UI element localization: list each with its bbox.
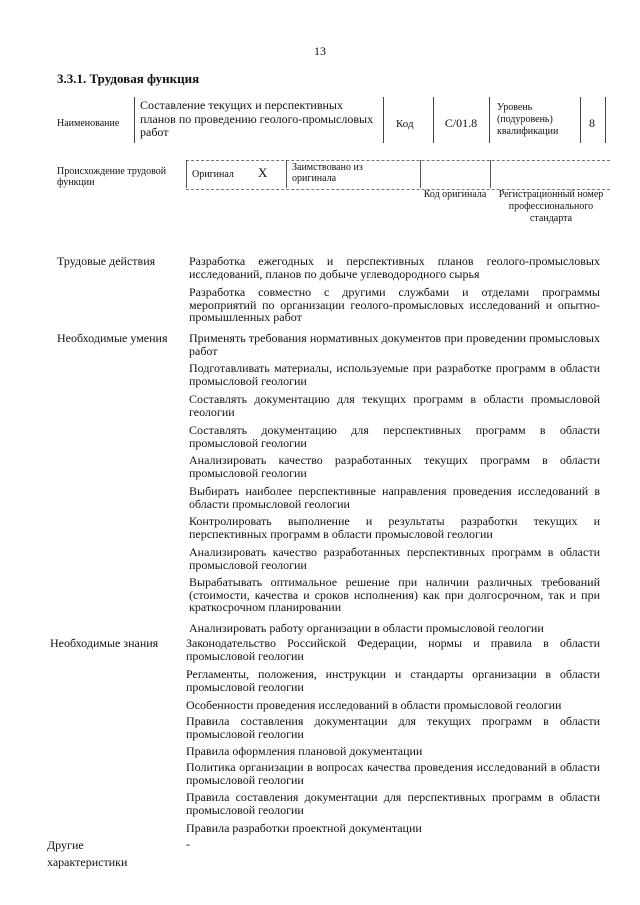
origin-divider-mid xyxy=(286,160,287,188)
code-label: Код xyxy=(396,118,414,130)
skill-item: Вырабатывать оптимальное решение при наличии различных требований (стоимости, качества и сроков исполнения) как при долгосрочном, так и при краткосрочном планировании xyxy=(189,575,600,615)
skill-item: Контролировать выполнение и результаты разработки текущих и перспективных программ в области промысловой геологии xyxy=(189,514,600,541)
knowledge-item: Правила составления документации для текущих программ в области промысловой геологии xyxy=(186,714,600,741)
action-item: Разработка совместно с другими службами и отделами программы мероприятий по организации геолого-промысловых исследований и опытно-промышленных работ xyxy=(189,285,600,325)
original-mark: X xyxy=(258,165,268,180)
skill-item: Составлять документацию для текущих программ в области промысловой геологии xyxy=(189,392,600,419)
skill-item: Анализировать работу организации в области промысловой геологии xyxy=(189,621,544,635)
knowledge-item: Правила составления документации для перспективных программ в области промысловой геологии xyxy=(186,790,600,817)
function-name: Составление текущих и перспективных планов по проведению геолого-промысловых работ xyxy=(140,98,374,139)
section-label-actions: Трудовые действия xyxy=(57,254,156,268)
skill-item: Составлять документацию для перспективных программ в области промысловой геологии xyxy=(189,423,600,450)
skill-item: Подготавливать материалы, используемые при разработке программ в области промысловой геологии xyxy=(189,361,600,388)
page-number: 13 xyxy=(314,44,326,58)
knowledge-item: Правила разработки проектной документации xyxy=(186,821,422,835)
skill-item: Выбирать наиболее перспективные направления проведения исследований в области промысловой геологии xyxy=(189,484,600,511)
section-label-skills: Необходимые умения xyxy=(57,331,168,345)
reg-number-label: Регистрационный номер профессионального стандарта xyxy=(498,189,604,224)
origin-divider-left xyxy=(186,160,187,188)
knowledge-item: Политика организации в вопросах качества проведения исследований в области промысловой геологии xyxy=(186,760,600,787)
code-original-label: Код оригинала xyxy=(423,189,487,200)
skill-item: Применять требования нормативных документов при проведении промысловых работ xyxy=(189,331,600,358)
action-item: Разработка ежегодных и перспективных планов геолого-промысловых исследований, планов по добыче углеводородного сырья xyxy=(189,254,600,281)
origin-row xyxy=(186,160,610,190)
level-value: 8 xyxy=(589,116,595,130)
level-label: Уровень (подуровень) квалификации xyxy=(497,102,559,137)
skill-item: Анализировать качество разработанных перспективных программ в области промысловой геологии xyxy=(189,545,600,572)
origin-label: Происхождение трудовой функции xyxy=(57,166,167,188)
knowledge-item: Особенности проведения исследований в области промысловой геологии xyxy=(186,698,562,712)
origin-divider-code xyxy=(420,160,421,188)
code-value: С/01.8 xyxy=(444,116,478,130)
name-label: Наименование xyxy=(57,118,120,129)
knowledge-item: Регламенты, положения, инструкции и стандарты организации в области промысловой геологии xyxy=(186,667,600,694)
original-label: Оригинал xyxy=(192,169,234,180)
section-label-other: Другие характеристики xyxy=(47,838,128,869)
section-heading: 3.3.1. Трудовая функция xyxy=(57,71,200,86)
other-item: - xyxy=(186,837,190,851)
origin-divider-reg xyxy=(490,160,491,188)
skill-item: Анализировать качество разработанных текущих программ в области промысловой геологии xyxy=(189,453,600,480)
knowledge-item: Правила оформления плановой документации xyxy=(186,744,423,758)
borrowed-label: Заимствовано из оригинала xyxy=(292,162,363,184)
section-label-knowledge: Необходимые знания xyxy=(50,636,159,650)
knowledge-item: Законодательство Российской Федерации, нормы и правила в области промысловой геологии xyxy=(186,636,600,663)
